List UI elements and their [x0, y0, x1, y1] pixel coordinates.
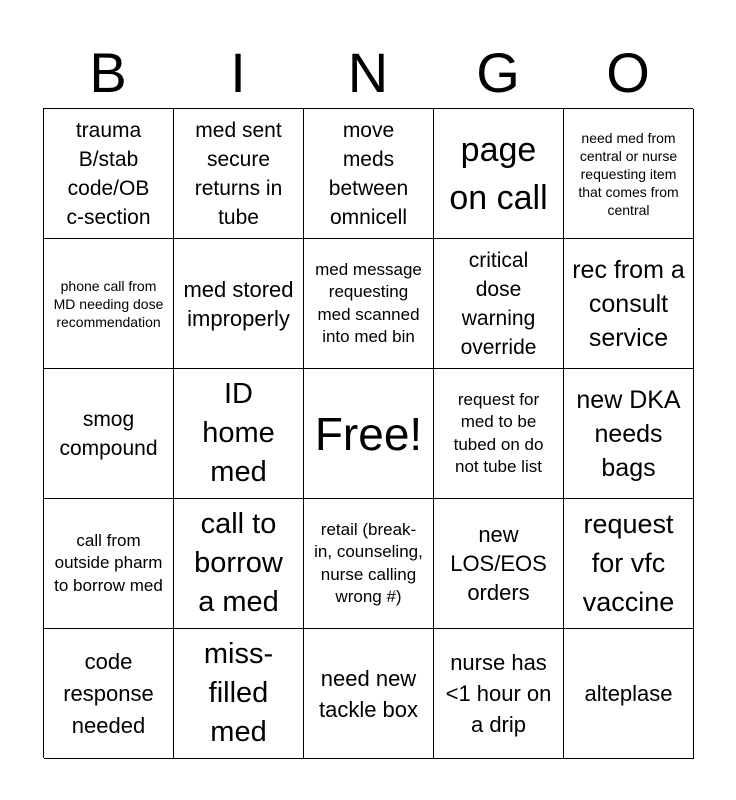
bingo-cell[interactable]	[304, 239, 434, 369]
bingo-cell[interactable]	[44, 499, 174, 629]
free-space-label: Free!	[314, 407, 423, 460]
cell-label: rec from a consult service	[572, 255, 685, 352]
cell-label: critical dose warning override	[460, 248, 537, 359]
cell-label: new LOS/EOS orders	[450, 522, 547, 605]
header-letter-n: N	[347, 41, 389, 104]
bingo-cell[interactable]	[44, 109, 174, 239]
cell-label: new DKA needs bags	[576, 385, 681, 482]
cell-label: retail (break-in, counseling, nurse calling wrong #)	[314, 519, 423, 606]
bingo-cell[interactable]	[564, 629, 694, 759]
cell-label: request for med to be tubed on do not tube list	[453, 389, 544, 476]
cell-label: smog compound	[59, 407, 158, 460]
cell-label: alteplase	[584, 681, 673, 706]
bingo-cell[interactable]	[174, 499, 304, 629]
bingo-cell[interactable]	[174, 629, 304, 759]
bingo-cell[interactable]	[174, 239, 304, 369]
bingo-cell[interactable]	[564, 109, 694, 239]
cell-label: med stored improperly	[183, 276, 294, 331]
bingo-cell[interactable]	[304, 499, 434, 629]
cell-label: need new tackle box	[318, 665, 419, 722]
cell-label: phone call from MD needing dose recommendation	[53, 277, 164, 330]
cell-label: nurse has <1 hour on a drip	[445, 650, 552, 737]
cell-label: request for vfc vaccine	[582, 509, 675, 617]
bingo-cell[interactable]	[174, 109, 304, 239]
cell-label: med sent secure returns in tube	[194, 118, 283, 229]
bingo-card-grid	[43, 108, 693, 758]
header-letter-b: B	[89, 41, 127, 104]
cell-label: miss-filled med	[203, 638, 274, 748]
cell-label: call to borrow a med	[194, 508, 283, 618]
bingo-cell[interactable]	[44, 369, 174, 499]
bingo-header	[43, 38, 693, 108]
cell-label: need med from central or nurse requesting item that comes from central	[578, 129, 679, 218]
header-letter-g: G	[476, 41, 520, 104]
cell-label: call from outside pharm to borrow med	[54, 530, 163, 595]
bingo-cell[interactable]	[304, 109, 434, 239]
header-letter-i: I	[230, 41, 246, 104]
bingo-cell[interactable]	[564, 499, 694, 629]
cell-label: ID home med	[202, 378, 275, 488]
bingo-cell[interactable]	[434, 239, 564, 369]
bingo-cell[interactable]	[44, 239, 174, 369]
bingo-cell[interactable]	[564, 369, 694, 499]
cell-label: trauma B/stab code/OB c-section	[66, 118, 151, 229]
bingo-cell[interactable]	[434, 369, 564, 499]
bingo-cell[interactable]	[304, 629, 434, 759]
cell-label: med message requesting med scanned into med bin	[315, 259, 422, 346]
cell-label: code response needed	[63, 648, 154, 738]
bingo-cell[interactable]	[434, 499, 564, 629]
bingo-cell[interactable]	[174, 369, 304, 499]
bingo-cell[interactable]	[44, 629, 174, 759]
bingo-cell[interactable]	[564, 239, 694, 369]
bingo-cell[interactable]	[434, 629, 564, 759]
header-letter-o: O	[606, 41, 650, 104]
bingo-cell[interactable]	[434, 109, 564, 239]
cell-label: page on call	[449, 130, 548, 217]
free-space[interactable]	[304, 369, 434, 499]
cell-label: move meds between omnicell	[328, 118, 409, 229]
